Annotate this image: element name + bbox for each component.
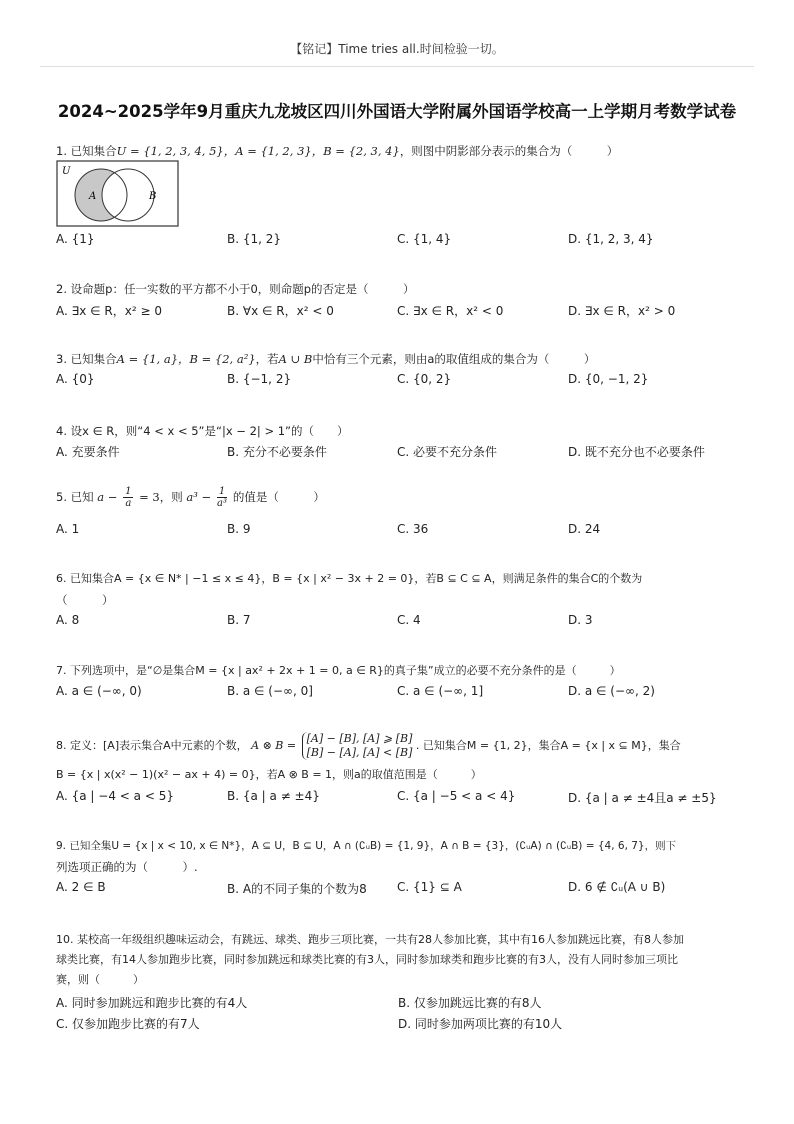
question-6: 6. 已知集合A = {x ∈ N* | −1 ≤ x ≤ 4}，B = {x | x² − 3x + 2 = 0}，若B ⊆ C ⊆ A，则满足条件的集合C的个数为 bbox=[56, 572, 643, 585]
option-d[interactable]: D. {a | a ≠ ±4且a ≠ ±5} bbox=[568, 791, 717, 805]
options-q9 bbox=[56, 880, 746, 900]
fraction-1-over-a3: $\frac{1}{\text{a³}}$ bbox=[217, 486, 227, 509]
venn-label-a: A bbox=[89, 191, 97, 202]
option-a[interactable]: A. ∃x ∈ R，x² ≥ 0 bbox=[56, 304, 162, 318]
options-q1 bbox=[56, 232, 746, 252]
options-q3 bbox=[56, 372, 746, 392]
option-c[interactable]: C. 36 bbox=[397, 522, 429, 536]
option-b[interactable]: B. 7 bbox=[227, 613, 251, 627]
option-d[interactable]: D. 既不充分也不必要条件 bbox=[568, 445, 705, 459]
option-c[interactable]: C. 仅参加跑步比赛的有7人 bbox=[56, 1017, 200, 1031]
fraction-1-over-a: $\frac{1}{a}$ bbox=[125, 486, 132, 509]
header-divider bbox=[40, 66, 754, 67]
option-b[interactable]: B. 充分不必要条件 bbox=[227, 445, 327, 459]
options-q10-row1 bbox=[56, 994, 746, 1014]
page-title: 2024~2025学年9月重庆九龙坡区四川外国语大学附属外国语学校高一上学期月考数学试卷 bbox=[57, 102, 737, 121]
option-c[interactable]: C. 4 bbox=[397, 613, 421, 627]
option-c[interactable]: C. a ∈ (−∞, 1] bbox=[397, 684, 484, 698]
venn-label-u: U bbox=[62, 166, 71, 177]
option-a[interactable]: A. 8 bbox=[56, 613, 80, 627]
option-a[interactable]: A. {0} bbox=[56, 372, 95, 386]
option-c[interactable]: C. {0, 2} bbox=[397, 372, 452, 386]
option-b[interactable]: B. {−1, 2} bbox=[227, 372, 292, 386]
option-b[interactable]: B. a ∈ (−∞, 0] bbox=[227, 684, 313, 698]
question-5: 5. 已知 a − $\frac{1}{a}$ = 3，则 a³ − $\frac{1}{\text{a³}}$ 的值是（ ） bbox=[56, 486, 325, 509]
option-d[interactable]: D. 3 bbox=[568, 613, 593, 627]
question-9-line2: 列选项正确的为（ ）. bbox=[56, 860, 198, 874]
option-b[interactable]: B. 9 bbox=[227, 522, 251, 536]
option-d[interactable]: D. a ∈ (−∞, 2) bbox=[568, 684, 655, 698]
question-10: 10. 某校高一年级组织趣味运动会，有跳远、球类、跑步三项比赛，一共有28人参加比赛，其中有16人参加跳远比赛，有8人参加 bbox=[56, 933, 684, 946]
option-a[interactable]: A. {1} bbox=[56, 232, 95, 246]
option-d[interactable]: D. 24 bbox=[568, 522, 601, 536]
question-9: 9. 已知全集U = {x | x < 10, x ∈ N*}，A ⊆ U，B ⊆ U，A ∩ (∁ᵤB) = {1, 9}，A ∩ B = {3}，(∁ᵤA) ∩ (∁ᵤB) = {4, 6, 7}，则下 bbox=[56, 840, 677, 852]
question-10-line3: 赛，则（ ） bbox=[56, 973, 144, 986]
option-a[interactable]: A. {a | −4 < a < 5} bbox=[56, 789, 174, 803]
option-c[interactable]: C. {1} ⊆ A bbox=[397, 880, 462, 894]
option-a[interactable]: A. 2 ∈ B bbox=[56, 880, 106, 894]
option-c[interactable]: C. {1, 4} bbox=[397, 232, 452, 246]
options-q7 bbox=[56, 684, 746, 704]
options-q6 bbox=[56, 613, 746, 633]
option-a[interactable]: A. 充要条件 bbox=[56, 445, 120, 459]
option-a[interactable]: A. 1 bbox=[56, 522, 80, 536]
options-q2 bbox=[56, 302, 746, 322]
options-q5 bbox=[56, 522, 746, 542]
question-2: 2. 设命题p：任一实数的平方都不小于0，则命题p的否定是（ ） bbox=[56, 282, 415, 296]
option-c[interactable]: C. ∃x ∈ R，x² < 0 bbox=[397, 304, 504, 318]
options-q8 bbox=[56, 789, 746, 809]
question-7: 7. 下列选项中，是“∅是集合M = {x | ax² + 2x + 1 = 0, a ∈ R}的真子集”成立的必要不充分条件的是（ ） bbox=[56, 664, 621, 677]
option-d[interactable]: D. {1, 2, 3, 4} bbox=[568, 232, 654, 246]
question-8: 8. 定义：[A]表示集合A中元素的个数， A ⊗ B = [A] − [B], [A] ⩾ [B] [B] − [A], [A] < [B] . 已知集合M = {1, 2}，集合A = {x | x ⊆ M}，集合 bbox=[56, 732, 681, 759]
option-d[interactable]: D. {0, −1, 2} bbox=[568, 372, 649, 386]
page-motto: 【铭记】Time tries all.时间检验一切。 bbox=[290, 42, 504, 56]
option-c[interactable]: C. {a | −5 < a < 4} bbox=[397, 789, 516, 803]
venn-diagram bbox=[56, 160, 180, 228]
venn-label-b: B bbox=[149, 191, 157, 202]
option-b[interactable]: B. {a | a ≠ ±4} bbox=[227, 789, 320, 803]
question-6-line2: （ ） bbox=[56, 593, 114, 607]
option-d[interactable]: D. 6 ∉ ∁ᵤ(A ∪ B) bbox=[568, 880, 666, 894]
option-b[interactable]: B. 仅参加跳远比赛的有8人 bbox=[398, 996, 542, 1010]
option-a[interactable]: A. 同时参加跳远和跑步比赛的有4人 bbox=[56, 996, 248, 1010]
piecewise-brace: [A] − [B], [A] ⩾ [B] [B] − [A], [A] < [B] bbox=[302, 732, 413, 760]
options-q10-row2 bbox=[56, 1015, 746, 1035]
question-4: 4. 设x ∈ R，则“4 < x < 5”是“|x − 2| > 1”的（ ） bbox=[56, 424, 349, 438]
question-3: 3. 已知集合A = {1, a}，B = {2, a²}，若A ∪ B中恰有三个元素，则由a的取值组成的集合为（ ） bbox=[56, 352, 596, 366]
option-a[interactable]: A. a ∈ (−∞, 0) bbox=[56, 684, 142, 698]
options-q4 bbox=[56, 443, 746, 463]
question-8-line2: B = {x | x(x² − 1)(x² − ax + 4) = 0}，若A ⊗ B = 1，则a的取值范围是（ ） bbox=[56, 768, 482, 781]
question-10-line2: 球类比赛，有14人参加跑步比赛，同时参加跳远和球类比赛的有3人，同时参加球类和跑步比赛的有3人，没有人同时参加三项比 bbox=[56, 953, 678, 966]
question-1: 1. 已知集合U = {1, 2, 3, 4, 5}，A = {1, 2, 3}，B = {2, 3, 4}，则图中阴影部分表示的集合为（ ） bbox=[56, 144, 619, 158]
option-b[interactable]: B. ∀x ∈ R，x² < 0 bbox=[227, 304, 334, 318]
option-d[interactable]: D. ∃x ∈ R，x² > 0 bbox=[568, 304, 676, 318]
option-c[interactable]: C. 必要不充分条件 bbox=[397, 445, 498, 459]
option-b[interactable]: B. {1, 2} bbox=[227, 232, 282, 246]
option-d[interactable]: D. 同时参加两项比赛的有10人 bbox=[398, 1017, 563, 1031]
option-b[interactable]: B. A的不同子集的个数为8 bbox=[227, 882, 367, 896]
